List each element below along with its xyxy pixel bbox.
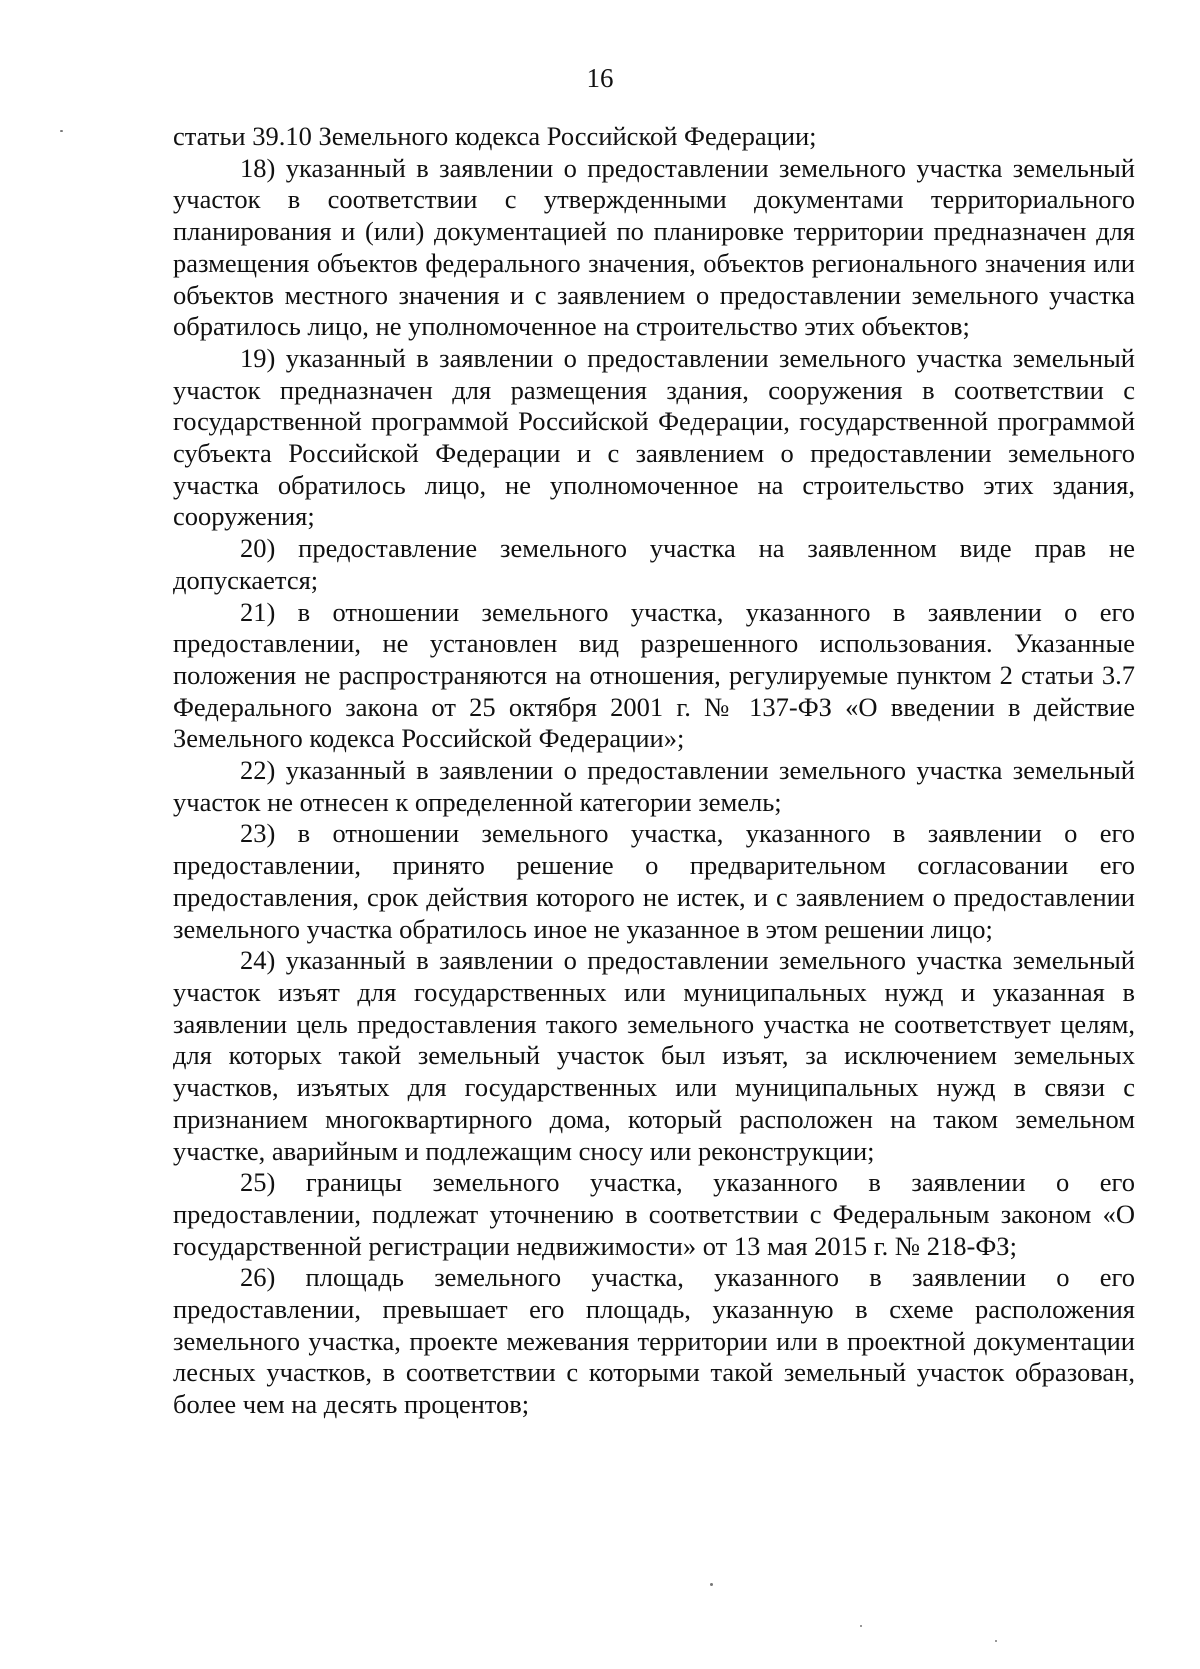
- paragraph-continuation: статьи 39.10 Земельного кодекса Российской Федерации;: [173, 121, 817, 151]
- paragraph-item-20: 20) предоставление земельного участка на заявленном виде прав не допускается;: [173, 533, 1135, 595]
- paragraph-item-22: 22) указанный в заявлении о предоставлении земельного участка земельный участок не отнесен к определенной категории земель;: [173, 755, 1135, 817]
- scan-speck: [710, 1583, 713, 1586]
- paragraph-item-18: 18) указанный в заявлении о предоставлении земельного участка земельный участок в соответствии с утвержденными документами территориального планирования и (или) документацией по планировке территории предназначен для размещения объектов федерального значения, объектов регионального значения или объектов местного значения и с заявлением о предоставлении земельного участка обратилось лицо, не уполномоченное на строительство этих объектов;: [173, 152, 1135, 342]
- scan-speck: [60, 130, 63, 132]
- paragraph-item-23: 23) в отношении земельного участка, указанного в заявлении о его предоставлении, принято решение о предварительном согласовании его предоставления, срок действия которого не истек, и с заявлением о предоставлении земельного участка обратилось иное не указанное в этом решении лицо;: [173, 818, 1135, 944]
- paragraph-item-26: 26) площадь земельного участка, указанного в заявлении о его предоставлении, превышает его площадь, указанную в схеме расположения земельного участка, проекте межевания территории или в проектной документации лесных участков, в соответствии с которыми такой земельный участок образован, более чем на десять процентов;: [173, 1262, 1135, 1420]
- paragraph-item-24: 24) указанный в заявлении о предоставлении земельного участка земельный участок изъят для государственных или муниципальных нужд и указанная в заявлении цель предоставления такого земельного участка не соответствует целям, для которых такой земельный участок был изъят, за исключением земельных участков, изъятых для государственных или муниципальных нужд в связи с признанием многоквартирного дома, который расположен на таком земельном участке, аварийным и подлежащим сносу или реконструкции;: [173, 945, 1135, 1166]
- scan-speck: [995, 1640, 997, 1642]
- document-body: [173, 121, 1135, 1421]
- paragraph-item-19: 19) указанный в заявлении о предоставлении земельного участка земельный участок предназначен для размещения здания, сооружения в соответствии с государственной программой Российской Федерации, государственной программой субъекта Российской Федерации и с заявлением о предоставлении земельного участка обратилось лицо, не уполномоченное на строительство этих здания, сооружения;: [173, 342, 1135, 532]
- paragraph-item-25: 25) границы земельного участка, указанного в заявлении о его предоставлении, подлежат уточнению в соответствии с Федеральным законом «О государственной регистрации недвижимости» от 13 мая 2015 г. № 218-ФЗ;: [173, 1167, 1135, 1261]
- paragraph-item-21: 21) в отношении земельного участка, указанного в заявлении о его предоставлении, не установлен вид разрешенного использования. Указанные положения не распространяются на отношения, регулируемые пунктом 2 статьи 3.7 Федерального закона от 25 октября 2001 г. № 137-ФЗ «О введении в действие Земельного кодекса Российской Федерации»;: [173, 596, 1135, 754]
- scan-speck: [860, 1625, 862, 1627]
- page-number: 16: [586, 63, 614, 93]
